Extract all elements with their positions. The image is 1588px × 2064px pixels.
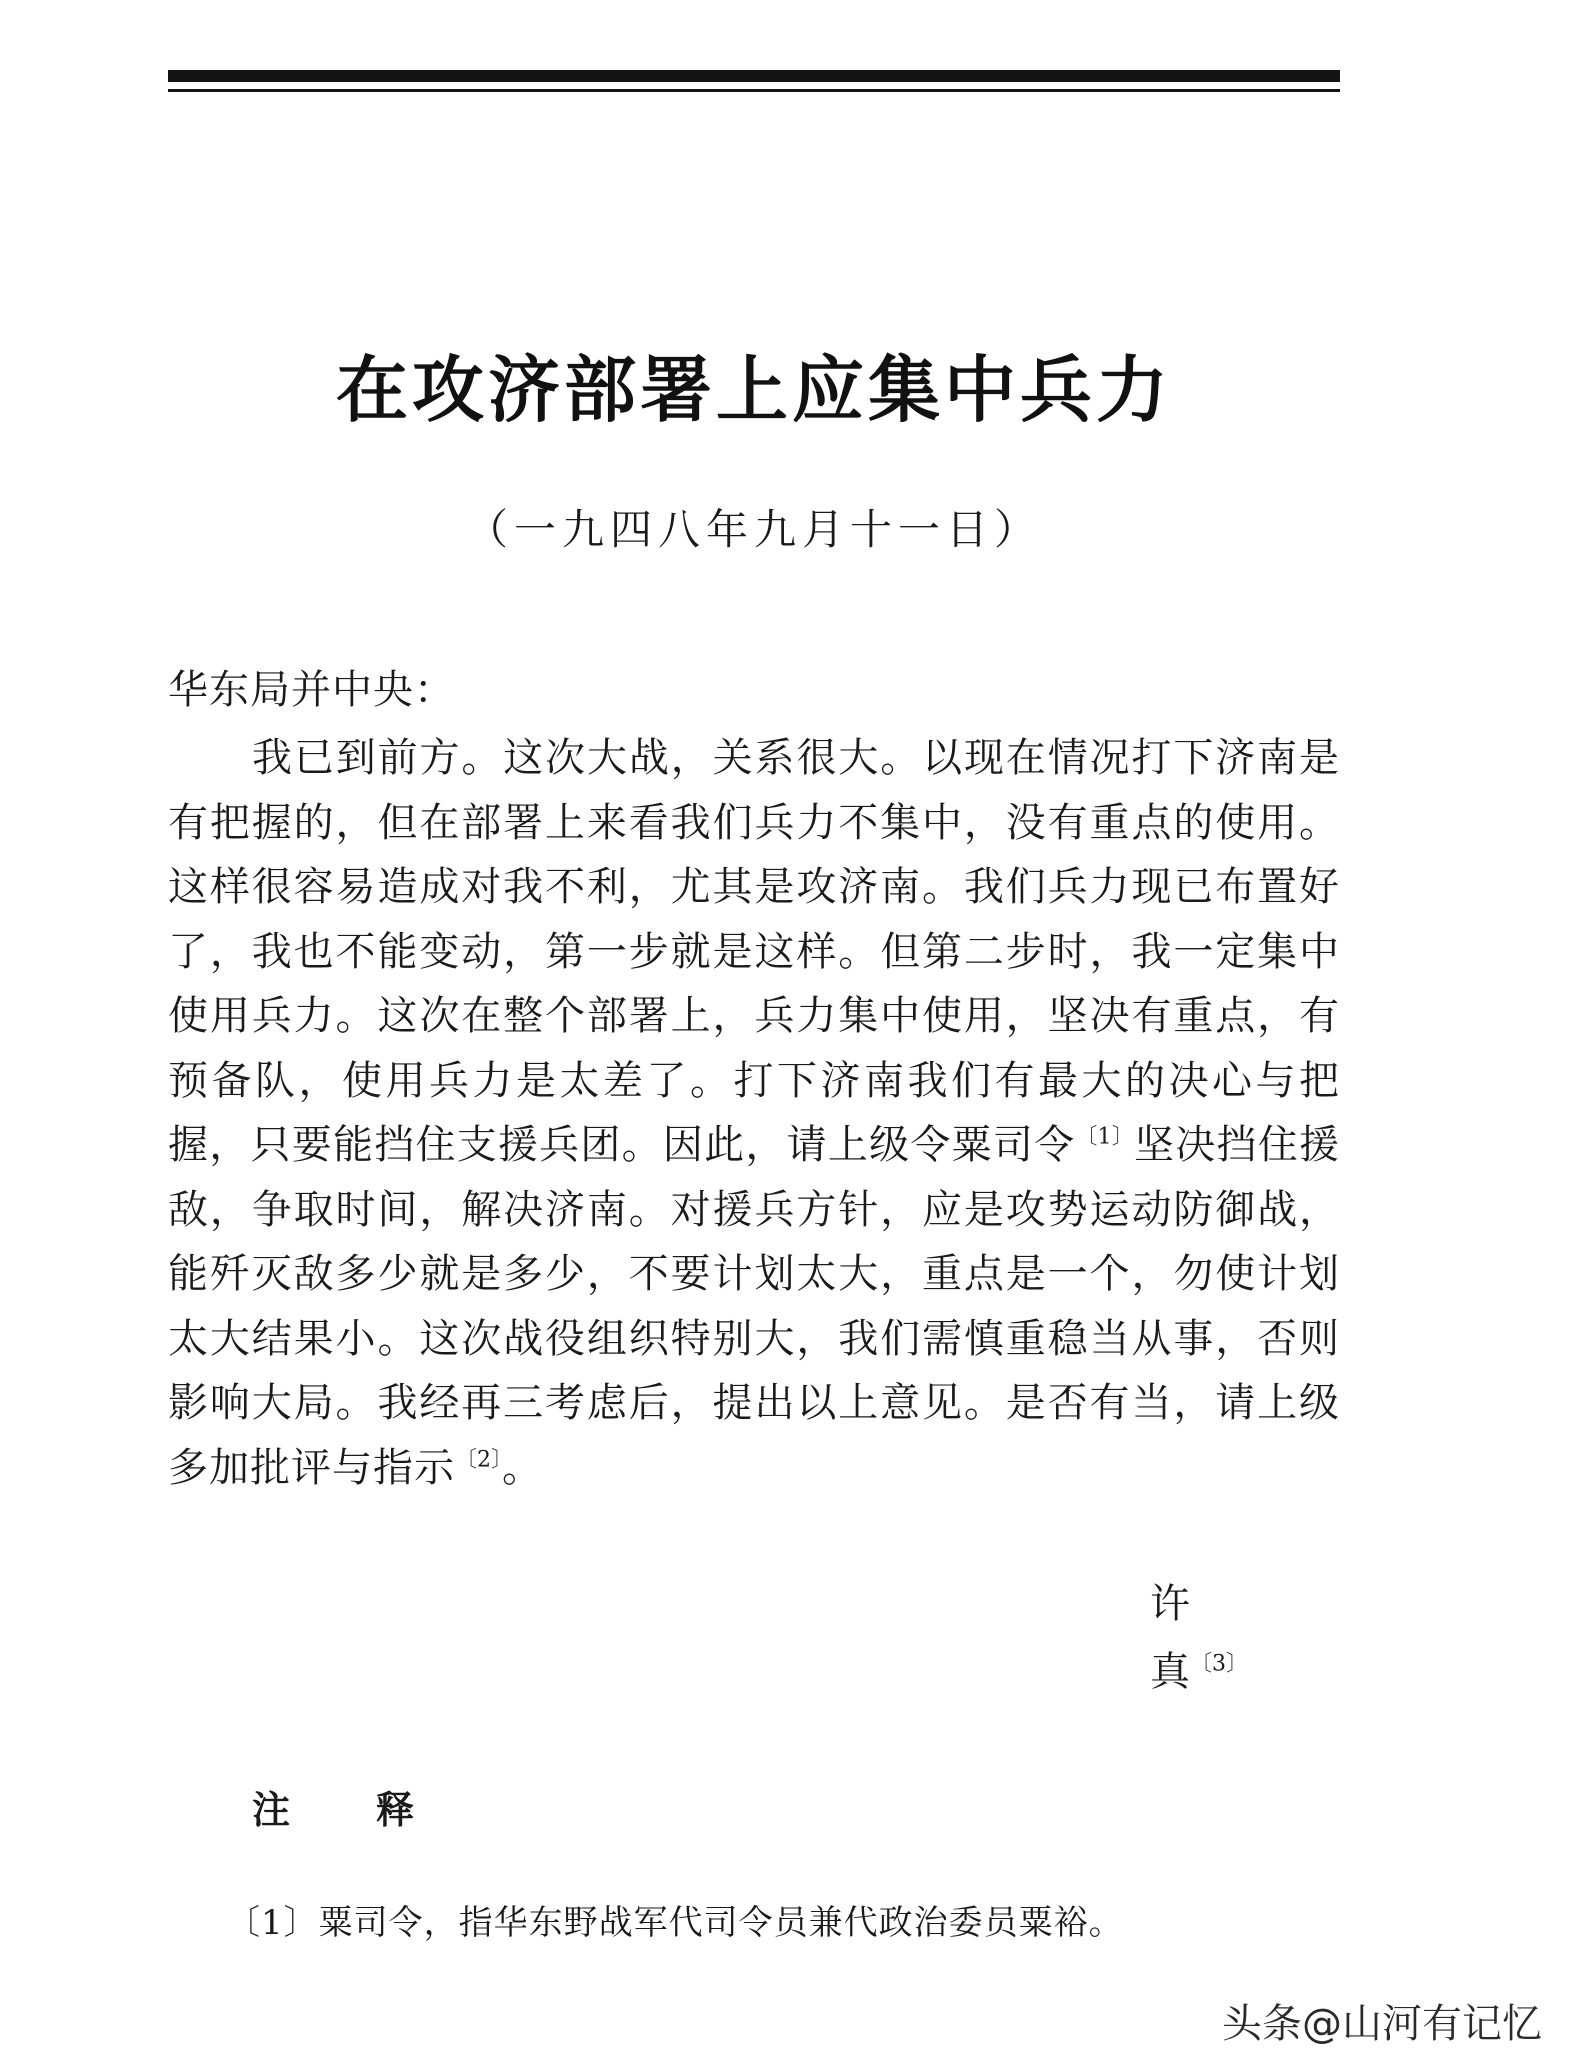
salutation: 华东局并中央： — [168, 667, 455, 713]
body-paragraph — [168, 726, 1340, 1500]
header-rule-thin — [168, 89, 1340, 92]
footnote-item-1 — [226, 1896, 1124, 1950]
footnote-ref-3[interactable]: 〔3〕 — [1190, 1651, 1248, 1677]
document-date: （一九四八年九月十一日） — [465, 505, 1042, 554]
signature-char-1: 许 — [1150, 1581, 1190, 1627]
signature-char-2: 真 — [1150, 1649, 1190, 1695]
watermark: 头条@山河有记忆 — [1222, 2001, 1542, 2047]
notes-heading — [252, 1780, 416, 1840]
signature — [1150, 1570, 1248, 1706]
body-text-part-2: 坚决挡住援敌，争取时间，解决济南。对援兵方针，应是攻势运动防御战，能歼灭敌多少就是多少，不要计划太大，重点是一个，勿使计划太大结果小。这次战役组织特别大，我们需慎重稳当从事，否则影响大局。我经再三考虑后，提出以上意见。是否有当，请上级多加批评与指示 — [168, 1122, 1341, 1491]
footnote-marker: 〔1〕 — [226, 1903, 319, 1943]
footnote-text: 粟司令，指华东野战军代司令员兼代政治委员粟裕。 — [318, 1903, 1124, 1943]
document-title: 在攻济部署上应集中兵力 — [335, 348, 1172, 432]
body-text-part-1: 我已到前方。这次大战，关系很大。以现在情况打下济南是有把握的，但在部署上来看我们兵力不集中，没有重点的使用。这样很容易造成对我不利，尤其是攻济南。我们兵力现已布置好了，我也不能变动，第一步就是这样。但第二步时，我一定集中使用兵力。这次在整个部署上，兵力集中使用，坚决有重点，有预备队，使用兵力是太差了。打下济南我们有最大的决心与把握，只要能挡住支援兵团。因此，请上级令粟司令 — [168, 735, 1340, 1168]
notes-heading-char-1: 注 — [252, 1788, 293, 1832]
signature-char-2-line — [1150, 1638, 1248, 1706]
notes-heading-char-2: 释 — [376, 1788, 417, 1832]
footnote-ref-2[interactable]: 〔2〕 — [455, 1447, 502, 1473]
header-rule-thick — [168, 70, 1340, 82]
footnote-ref-1[interactable]: 〔1〕 — [1075, 1124, 1135, 1150]
body-text-part-3: 。 — [502, 1444, 543, 1491]
